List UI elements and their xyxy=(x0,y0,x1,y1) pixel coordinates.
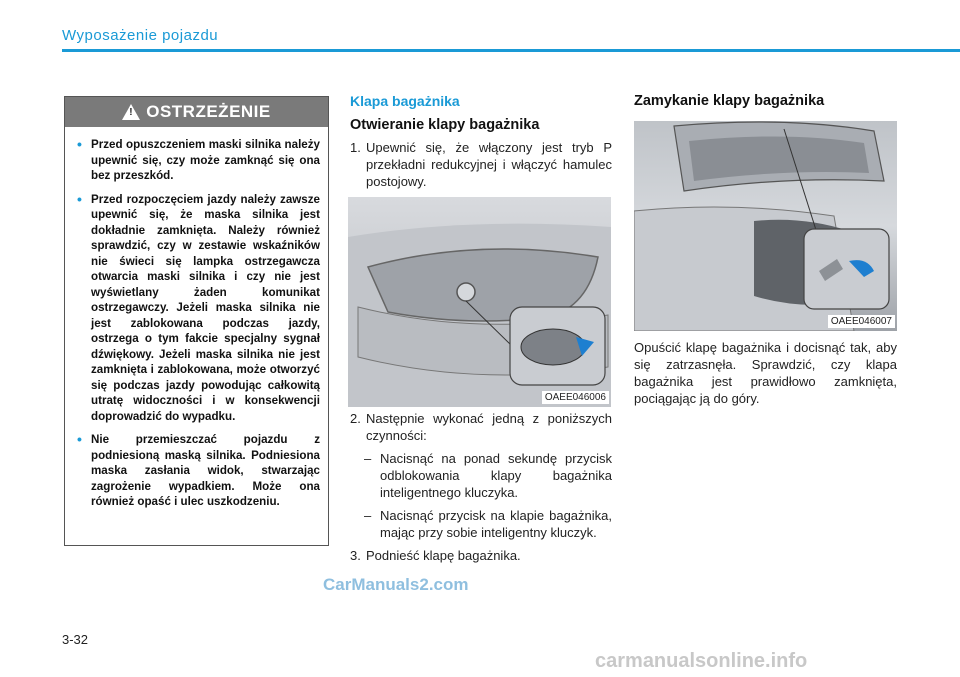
image-code: OAEE046006 xyxy=(542,391,609,404)
closing-subtitle: Zamykanie klapy bagażnika xyxy=(634,93,825,109)
option-1: – Nacisnąć na ponad sekundę przycisk odblokowania klapy bagażnika inteligentnego kluczyka. xyxy=(364,451,612,500)
warning-list xyxy=(65,127,328,510)
closing-column xyxy=(634,93,897,109)
warning-item: • Przed rozpoczęciem jazdy należy zawsze upewnić się, że maska silnika jest dokładnie zamknięta. Należy również sprawdzić, czy w zestawie wskaźników nie świeci się lampka ostrzegawcza otwarcia maski silnika i czy nie jest wyświetlany żaden komunikat ostrzegawczy. Jeżeli maska silnika nie jest zablokowana podczas jazdy, ostrzega o tym fakcie specjalny sygnał dźwiękowy. Jeżeli maska silnika nie jest zamknięta i zablokowana, może otworzyć się podczas jazdy powodując całkowitą utratę widoczności i w konsekwencji doprowadzić do wypadku. xyxy=(77,190,320,423)
site-watermark: carmanualsonline.info xyxy=(595,650,808,672)
watermark: CarManuals2.com xyxy=(323,575,469,594)
step-3: 3. Podnieść klapę bagażnika. xyxy=(350,548,521,563)
warning-item: • Przed opuszczeniem maski silnika należy upewnić się, czy może zamknąć się ona bez przeszkód. xyxy=(77,136,320,182)
trunk-button-image xyxy=(348,197,611,407)
step-2: 2. Następnie wykonać jedną z poniższych czynności: xyxy=(350,411,612,443)
warning-title: OSTRZEŻENIE xyxy=(146,102,271,121)
header-rule xyxy=(62,49,960,52)
option-2: – Nacisnąć przycisk na klapie bagażnika, mając przy sobie inteligentny kluczyk. xyxy=(364,508,612,540)
page-number: 3-32 xyxy=(62,632,89,647)
warning-box xyxy=(64,96,329,546)
image-code: OAEE046007 xyxy=(828,315,895,328)
car-rear-illustration xyxy=(348,197,611,407)
opening-steps xyxy=(350,410,612,564)
trunk-closing-image xyxy=(634,121,897,331)
warning-triangle-icon: ! xyxy=(122,104,140,120)
closing-text xyxy=(634,339,897,407)
opening-subtitle: Otwieranie klapy bagażnika xyxy=(350,117,540,133)
opening-column xyxy=(350,93,612,190)
closing-paragraph: Opuścić klapę bagażnika i docisnąć tak, aby się zatrzasnęła. Sprawdzić, czy klapa bagażnika jest prawidłowo zamknięta, pociągając ją do góry. xyxy=(634,340,897,406)
section-title: Klapa bagażnika xyxy=(350,93,460,109)
section-header-title: Wyposażenie pojazdu xyxy=(62,27,219,44)
step-1: 1. Upewnić się, że włączony jest tryb P przekładni redukcyjnej i włączyć hamulec postojowy. xyxy=(350,140,612,189)
open-trunk-illustration xyxy=(634,121,897,331)
warning-header xyxy=(65,97,328,127)
warning-item: • Nie przemieszczać pojazdu z podniesioną maską silnika. Podniesiona maska zasłania widok, stwarzając zagrożenie wypadkiem. Może ona również opaść i ulec uszkodzeniu. xyxy=(77,431,320,508)
